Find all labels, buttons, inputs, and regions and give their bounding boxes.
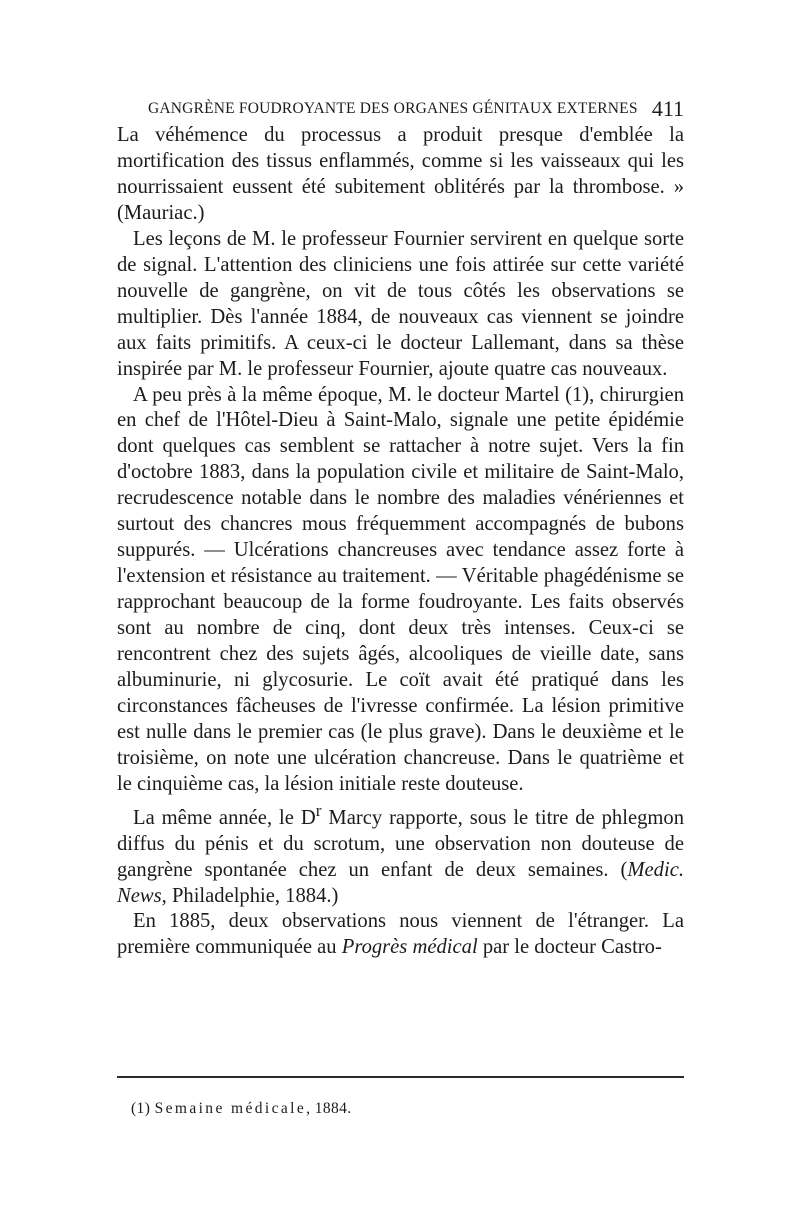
paragraph-5-start: En 1885, deux observations nous viennent de l'étranger. La première communiquée au (117, 910, 684, 959)
paragraph-3-text: A peu près à la même époque, M. le docteur Martel (1), chirurgien en chef de l'Hôtel-Dieu à Saint-Malo, signale une petite épidémie dont quelques cas semblent se rattacher à notre sujet. Vers la fin d'octobre 1883, dans la population civile et militaire de Saint-Malo, recrudescence notable dans le nombre des maladies vénériennes et surtout des chancres mous fréquemment accompagnés de bubons suppurés. — Ulcérations chancreuses avec tendance assez forte à l'extension et résistance au traitement. — Véritable phagédénisme se rapprochant beaucoup de la forme foudroyante. Les faits observés sont au nombre de cinq, dont deux très intenses. Ceux-ci se rencontrent chez des sujets âgés, alcooliques de vieille date, sans albuminurie, ni glycosurie. Le coït avait été pratiqué dans les circonstances fâcheuses de l'ivresse confirmée. La lésion primitive est nulle dans le premier cas (le plus grave). Dans le deuxième et le troisième, on note une ulcération chancreuse. Dans le quatrième et le cinquième cas, la lésion initiale reste douteuse. (117, 383, 684, 795)
paragraph-2-text: Les leçons de M. le professeur Fournier servirent en quelque sorte de signal. L'attention des cliniciens une fois attirée sur cette variété nouvelle de gangrène, on vit de tous côtés les observations se multiplier. Dès l'année 1884, de nouveaux cas viennent se joindre aux faits primitifs. A ceux-ci le docteur Lallemant, dans sa thèse inspirée par M. le professeur Fournier, ajoute quatre cas nouveaux. (117, 227, 684, 380)
footnote (131, 1100, 352, 1118)
paragraph-5-end: par le docteur Castro- (477, 936, 662, 959)
paragraph-1 (117, 123, 684, 227)
paragraph-3 (117, 383, 684, 798)
paragraph-4-start: La même année, le D (133, 806, 316, 829)
footnote-marker: (1) (131, 1100, 151, 1117)
paragraph-1-text: La véhémence du processus a produit presque d'emblée la mortification des tissus enflammés, comme si les vaisseaux qui les nourrissaient eussent été subitement oblitérés par la thrombose. » (Mauriac.) (117, 124, 684, 224)
paragraph-4 (117, 798, 684, 910)
paragraph-2 (117, 227, 684, 383)
doctor-abbrev-superscript: r (315, 800, 322, 820)
footnote-divider (117, 1076, 684, 1078)
paragraph-4-middle: Marcy rapporte, sous le titre de phlegmon diffus du pénis et du scrotum, une observation non douteuse de gangrène spontanée chez un enfant de deux semaines. ( (117, 806, 684, 881)
body-text (117, 123, 684, 961)
page-number: 411 (651, 96, 684, 121)
footnote-year: , 1884. (306, 1100, 352, 1117)
running-title: GANGRÈNE FOUDROYANTE DES ORGANES GÉNITAUX EXTERNES (148, 100, 638, 117)
journal-title-medic-news: Medic. News (117, 858, 684, 907)
paragraph-4-end: , Philadelphie, 1884.) (161, 884, 339, 907)
running-head (148, 96, 684, 122)
footnote-source: Semaine médicale (154, 1100, 307, 1117)
journal-title-progres-medical: Progrès médical (341, 936, 478, 959)
paragraph-5 (117, 909, 684, 961)
